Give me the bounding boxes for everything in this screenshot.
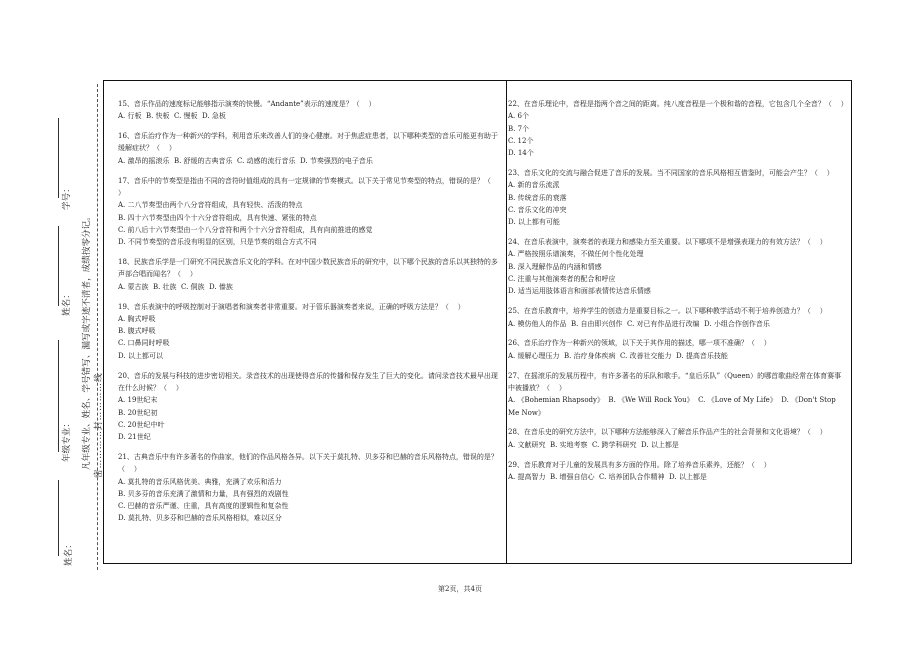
question-stem: 22、在音乐理论中，音程是指两个音之间的距离。纯八度音程是一个极和谐的音程，它包含几个全音？（ ） bbox=[508, 100, 848, 108]
answer-option: B. 四十六节奏型由四个十六分音符组成，具有快速、紧张的特点 bbox=[118, 213, 317, 222]
answer-option: A. 6个 bbox=[508, 112, 529, 121]
right-column bbox=[508, 98, 848, 491]
left-column bbox=[118, 98, 498, 532]
question-block bbox=[508, 305, 848, 330]
question-block bbox=[118, 301, 498, 362]
answer-option: A. 模仿他人的作品 B. 自由即兴创作 C. 对已有作品进行改编 D. 小组合作创作音乐 bbox=[508, 319, 770, 328]
student-id-label: 学号： bbox=[62, 184, 72, 210]
question-block bbox=[508, 370, 848, 419]
question-block bbox=[508, 98, 848, 159]
question-stem: 16、音乐治疗作为一种新兴的学科，利用音乐来改善人们的身心健康。对于焦虑症患者，以下哪种类型的音乐可能更有助于缓解症状？（ ） bbox=[118, 132, 498, 153]
name-underline bbox=[58, 226, 59, 306]
question-block bbox=[118, 451, 498, 525]
question-stem: 27、在摇滚乐的发展历程中，有许多著名的乐队和歌手。“皇后乐队”（Queen）的哪首歌曲经常在体育赛事中被播放？（ ） bbox=[508, 371, 842, 392]
question-block bbox=[508, 236, 848, 297]
answer-option: A. 19世纪末 bbox=[118, 396, 158, 405]
answer-option: B. 7个 bbox=[508, 124, 530, 133]
question-block bbox=[118, 98, 498, 123]
answer-option: A. 蒙古族 B. 壮族 C. 侗族 D. 傣族 bbox=[118, 282, 233, 291]
question-block bbox=[118, 370, 498, 444]
answer-option: D. 以上都有可能 bbox=[508, 218, 560, 227]
answer-option: B. 传统音乐的衰落 bbox=[508, 193, 567, 202]
answer-option: A. 《Bohemian Rhapsody》 B. 《We Will Rock You》 C. 《Love of My Life》 D. 《Don't Stop Me Now》 bbox=[508, 396, 838, 417]
answer-option: B. 腹式呼吸 bbox=[118, 327, 156, 336]
answer-option: D. 不同节奏型的音乐没有明显的区别，只是节奏的组合方式不同 bbox=[118, 238, 317, 247]
grade-major-underline bbox=[58, 340, 59, 452]
question-stem: 21、古典音乐中有许多著名的作曲家，他们的作品风格各异。以下关于莫扎特、贝多芬和巴赫的音乐风格特点，错误的是？（ ） bbox=[118, 452, 498, 474]
answer-option: B. 深入理解作品的内涵和情感 bbox=[508, 262, 602, 271]
question-block bbox=[118, 256, 498, 293]
question-block bbox=[118, 175, 498, 249]
question-stem: 24、在音乐表演中，演奏者的表现力和感染力至关重要。以下哪项不是增强表现力的有效方法？（ ） bbox=[508, 238, 827, 247]
answer-option: D. 21世纪 bbox=[118, 433, 151, 442]
answer-option: A. 严格按照乐谱演奏，不做任何个性化处理 bbox=[508, 250, 644, 259]
answer-option: A. 激昂的摇滚乐 B. 舒缓的古典音乐 C. 动感的流行音乐 D. 节奏强烈的电子音乐 bbox=[118, 156, 373, 165]
name-label: 姓名： bbox=[62, 290, 72, 316]
answer-option: C. 前八后十六节奏型由一个八分音符和两个十六分音符组成，具有向前推进的感觉 bbox=[118, 225, 373, 234]
grade-major-label: 年级专业： bbox=[62, 419, 72, 462]
binding-dashed-line bbox=[97, 84, 98, 570]
answer-option: C. 注重与其他演奏者的配合和呼应 bbox=[508, 275, 616, 284]
answer-option: A. 莫扎特的音乐风格优美、典雅，充满了欢乐和活力 bbox=[118, 477, 282, 486]
answer-option: C. 20世纪中叶 bbox=[118, 420, 165, 429]
question-block bbox=[508, 167, 848, 228]
notice-line: 凡年级专业、姓名、学号错写、漏写或字迹不清者，成绩按零分记。 bbox=[82, 212, 92, 470]
answer-option: D. 14个 bbox=[508, 149, 534, 158]
seal-line: 密…………封…………线 bbox=[94, 372, 104, 478]
answer-option: A. 缓解心理压力 B. 治疗身体疾病 C. 改善社交能力 D. 提高音乐技能 bbox=[508, 351, 728, 360]
answer-option: C. 12个 bbox=[508, 136, 534, 145]
answer-option: D. 莫扎特、贝多芬和巴赫的音乐风格相似，难以区分 bbox=[118, 514, 282, 523]
student-id-underline bbox=[58, 118, 59, 198]
name-underline-2 bbox=[58, 480, 59, 556]
question-stem: 20、音乐的发展与科技的进步密切相关。录音技术的出现使得音乐的传播和保存发生了巨大的变化。请问录音技术最早出现在什么时候？（ ） bbox=[118, 371, 498, 392]
answer-option: C. 巴赫的音乐严谨、庄重，具有高度的逻辑性和复杂性 bbox=[118, 502, 289, 511]
question-stem: 23、音乐文化的交流与融合促进了音乐的发展。当不同国家的音乐风格相互借鉴时，可能会产生？（ ） bbox=[508, 169, 834, 178]
question-stem: 26、音乐治疗作为一种新兴的领域，以下关于其作用的描述，哪一项不准确？（ ） bbox=[508, 339, 771, 348]
question-stem: 15、音乐作品的速度标记能够指示演奏的快慢。“Andante”表示的速度是？（ ） bbox=[118, 100, 376, 108]
answer-option: D. 适当运用肢体语言和面部表情传达音乐情感 bbox=[508, 287, 651, 296]
question-block bbox=[508, 426, 848, 451]
question-stem: 25、在音乐教育中，培养学生的创造力是重要目标之一。以下哪种教学活动不利于培养创造力？（ ） bbox=[508, 307, 827, 316]
question-stem: 29、音乐教育对于儿童的发展具有多方面的作用。除了培养音乐素养，还能？（ ） bbox=[508, 460, 771, 469]
question-block bbox=[508, 459, 848, 484]
answer-option: B. 20世纪初 bbox=[118, 408, 158, 417]
answer-option: A. 二八节奏型由两个八分音符组成，具有轻快、活泼的特点 bbox=[118, 201, 303, 210]
name-label-2: 姓名： bbox=[64, 540, 74, 566]
answer-option: D. 以上都可以 bbox=[118, 351, 163, 360]
answer-option: C. 口鼻同时呼吸 bbox=[118, 339, 170, 348]
question-stem: 18、民族音乐学是一门研究不同民族音乐文化的学科。在对中国少数民族音乐的研究中，以下哪个民族的音乐以其独特的多声部合唱而闻名？（ ） bbox=[118, 258, 498, 279]
answer-option: B. 贝多芬的音乐充满了激情和力量，具有强烈的戏剧性 bbox=[118, 489, 289, 498]
answer-option: A. 行板 B. 快板 C. 慢板 D. 急板 bbox=[118, 112, 226, 121]
question-stem: 17、音乐中的节奏型是指由不同的音符时值组成的具有一定规律的节奏模式。以下关于常见节奏型的特点，错误的是？（ ） bbox=[118, 176, 500, 197]
question-block bbox=[118, 130, 498, 167]
column-divider bbox=[506, 80, 507, 564]
page-footer: 第2页，共4页 bbox=[438, 585, 482, 593]
question-block bbox=[508, 337, 848, 362]
answer-option: A. 文献研究 B. 实地考察 C. 跨学科研究 D. 以上都是 bbox=[508, 440, 679, 449]
answer-option: A. 新的音乐流派 bbox=[508, 181, 560, 190]
answer-option: C. 音乐文化的冲突 bbox=[508, 205, 567, 214]
answer-option: A. 提高智力 B. 增强自信心 C. 培养团队合作精神 D. 以上都是 bbox=[508, 472, 707, 481]
answer-option: A. 胸式呼吸 bbox=[118, 314, 156, 323]
question-stem: 28、在音乐史的研究方法中，以下哪种方法能够深入了解音乐作品产生的社会背景和文化语境？（ ） bbox=[508, 428, 827, 437]
question-stem: 19、音乐表演中的呼吸控制对于演唱者和演奏者非常重要。对于管乐器演奏者来说，正确的呼吸方法是？（ ） bbox=[118, 302, 465, 311]
